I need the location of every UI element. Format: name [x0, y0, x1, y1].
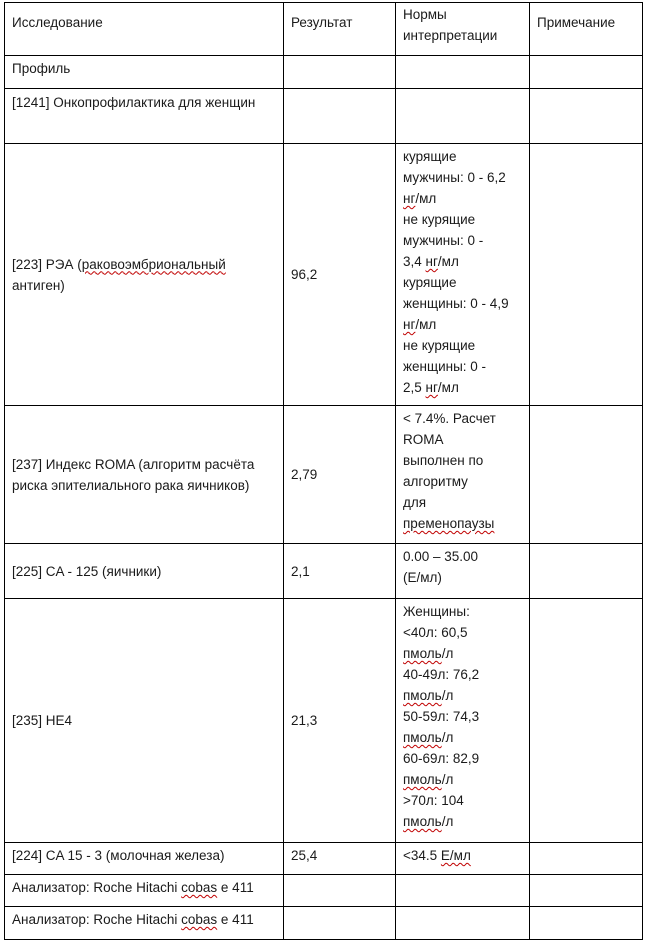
table-row: [5, 843, 643, 875]
ca153-name: [224] CA 15 - 3 (молочная железа): [5, 843, 284, 875]
analyzer-norms-cell: [396, 875, 530, 907]
norm-line: 40-49л: 76,2: [403, 667, 480, 682]
norm-line: не курящие: [403, 338, 476, 353]
norm-line: Женщины:: [403, 604, 470, 619]
analyzer-row: [5, 875, 643, 907]
ca153-note: [530, 843, 643, 875]
norm-line: мужчины: 0 - 6,2: [403, 170, 506, 185]
ca153-result: 25,4: [284, 843, 396, 875]
panel-result-cell: [284, 89, 396, 144]
norm-line: для: [403, 495, 427, 510]
norm-line: женщины: 0 - 4,9: [403, 296, 509, 311]
panel-note-cell: [530, 89, 643, 144]
rea-norms: [396, 144, 530, 406]
norm-line: мужчины: 0 -: [403, 233, 484, 248]
roma-note: [530, 406, 643, 544]
norm-line: 3,4 нг/мл: [403, 254, 459, 269]
panel-row: [5, 89, 643, 144]
table-row: [5, 406, 643, 544]
norm-line: пмоль/л: [403, 730, 454, 745]
ca125-norms: [396, 544, 530, 599]
norm-line: (Е/мл): [403, 570, 442, 585]
norm-line: курящие: [403, 275, 457, 290]
norm-line: пмоль/л: [403, 814, 454, 829]
norm-line: пмоль/л: [403, 646, 454, 661]
he4-norms: [396, 599, 530, 843]
norm-line: ROMA: [403, 432, 444, 447]
norm-line: 2,5 нг/мл: [403, 380, 459, 395]
profile-norms-cell: [396, 56, 530, 89]
norm-line: <40л: 60,5: [403, 625, 468, 640]
he4-result: 21,3: [284, 599, 396, 843]
rea-name: [223] РЭА (раковоэмбриональный антиген): [5, 144, 284, 406]
norm-line: нг/мл: [403, 191, 437, 206]
header-note: Примечание: [530, 3, 643, 56]
norm-line: < 7.4%. Расчет: [403, 411, 496, 426]
ca125-result: 2,1: [284, 544, 396, 599]
panel-norms-cell: [396, 89, 530, 144]
profile-note-cell: [530, 56, 643, 89]
table-row: [5, 544, 643, 599]
he4-note: [530, 599, 643, 843]
rea-result: 96,2: [284, 144, 396, 406]
panel-label: [1241] Онкопрофилактика для женщин: [5, 89, 284, 144]
norm-line: 50-59л: 74,3: [403, 709, 480, 724]
header-row: [5, 3, 643, 56]
analyzer-note-cell: [530, 907, 643, 940]
header-result: Результат: [284, 3, 396, 56]
analyzer-row: [5, 907, 643, 940]
norm-line: женщины: 0 -: [403, 359, 487, 374]
roma-norms: [396, 406, 530, 544]
profile-row: [5, 56, 643, 89]
ca125-note: [530, 544, 643, 599]
norm-line: пмоль/л: [403, 772, 454, 787]
norm-line: >70л: 104: [403, 793, 464, 808]
header-norms: Нормы интерпретации: [396, 3, 530, 56]
norm-line: не курящие: [403, 212, 476, 227]
ca153-norms: <34.5 Е/мл: [396, 843, 530, 875]
norm-line: нг/мл: [403, 317, 437, 332]
header-study: Исследование: [5, 3, 284, 56]
norm-line: алгоритму: [403, 474, 468, 489]
profile-result-cell: [284, 56, 396, 89]
norm-line: 60-69л: 82,9: [403, 751, 480, 766]
analyzer-label: Анализатор: Roche Hitachi cobas e 411: [5, 907, 284, 940]
ca125-name: [225] CA - 125 (яичники): [5, 544, 284, 599]
he4-name: [235] HE4: [5, 599, 284, 843]
norm-line: пременопаузы: [403, 516, 495, 531]
table-row: [5, 599, 643, 843]
roma-name: [237] Индекс ROMA (алгоритм расчёта риска эпителиального рака яичников): [5, 406, 284, 544]
analyzer-norms-cell: [396, 907, 530, 940]
norm-line: выполнен по: [403, 453, 484, 468]
profile-label: Профиль: [5, 56, 284, 89]
norm-line: пмоль/л: [403, 688, 454, 703]
analyzer-result-cell: [284, 907, 396, 940]
analyzer-result-cell: [284, 875, 396, 907]
rea-note: [530, 144, 643, 406]
norm-line: курящие: [403, 149, 457, 164]
analyzer-note-cell: [530, 875, 643, 907]
lab-results-table: [4, 2, 643, 940]
norm-line: 0.00 – 35.00: [403, 549, 479, 564]
table-row: [5, 144, 643, 406]
analyzer-label: Анализатор: Roche Hitachi cobas e 411: [5, 875, 284, 907]
roma-result: 2,79: [284, 406, 396, 544]
